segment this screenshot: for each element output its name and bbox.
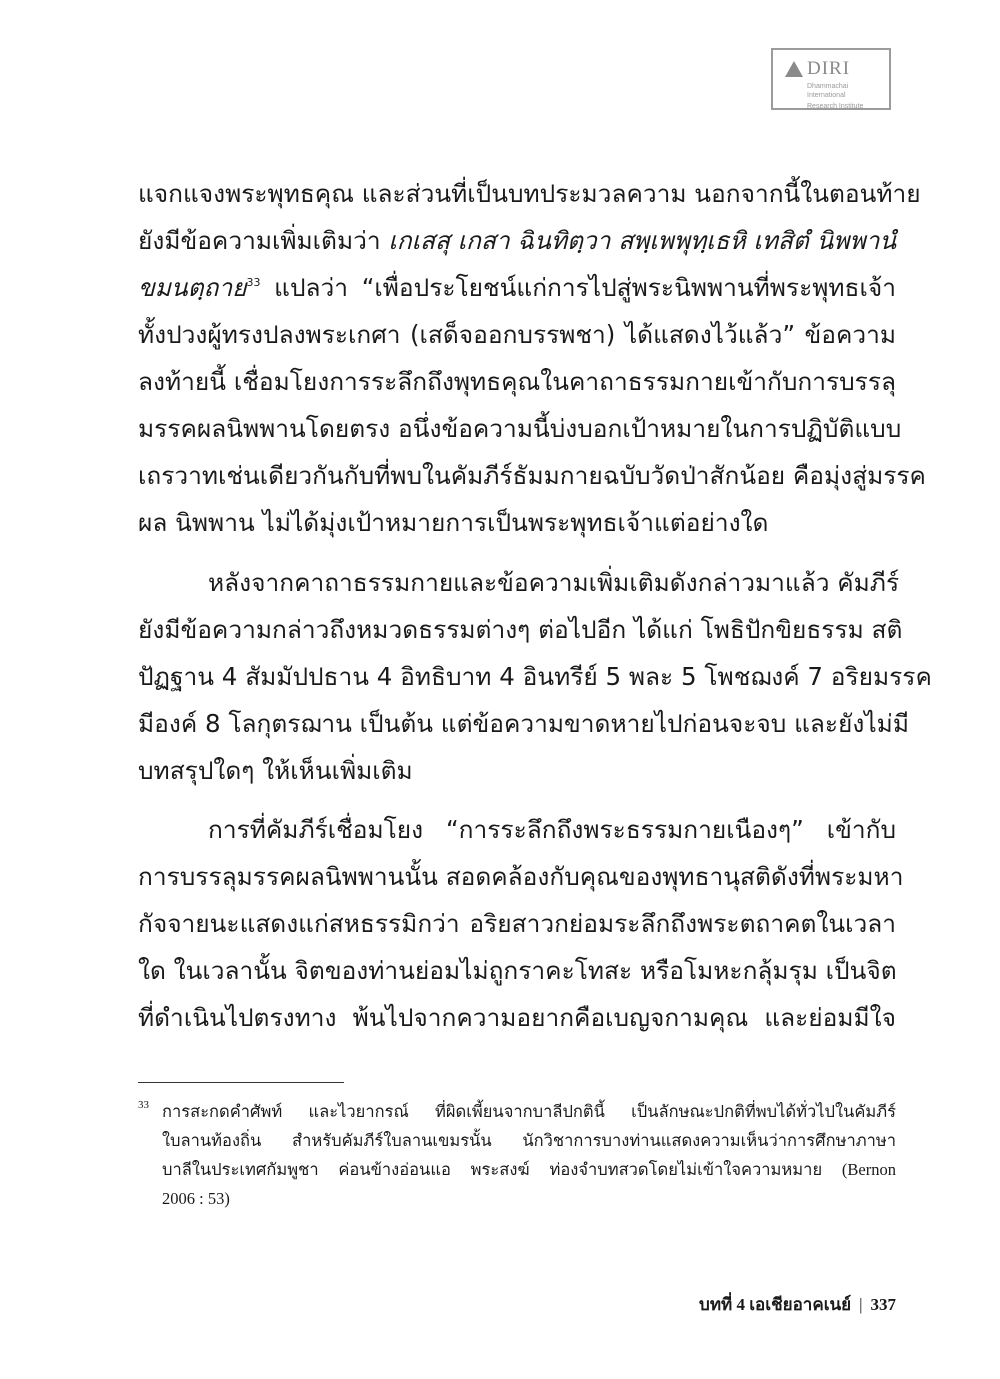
text-line: มีองค์ 8 โลกุตรฌาน เป็นต้น แต่ข้อความขาดหายไปก่อนจะจบ และยังไม่มี bbox=[138, 709, 909, 738]
text-line: การบรรลุมรรคผลนิพพานนั้น สอดคล้องกับคุณของพุทธานุสติดังที่พระมหา bbox=[138, 862, 904, 891]
logo-subtitle-1: Dhammachai International bbox=[807, 83, 849, 99]
text-line: กัจจายนะแสดงแก่สหธรรมิกว่า อริยสาวกย่อมระลึกถึงพระตถาคตในเวลา bbox=[138, 909, 896, 938]
footnote-line: การสะกดคำศัพท์ และไวยากรณ์ ที่ผิดเพี้ยนจากบาลีปกตินี้ เป็นลักษณะปกติที่พบได้ทั่วไปในคัมภีร์ bbox=[162, 1102, 896, 1121]
text-line: ที่ดำเนินไปตรงทาง พ้นไปจากความอยากคือเบญจกามคุณ และย่อมมีใจ bbox=[138, 1003, 896, 1032]
text-line: บทสรุปใดๆ ให้เห็นเพิ่มเติม bbox=[138, 756, 413, 785]
text-line: เถรวาทเช่นเดียวกันกับที่พบในคัมภีร์ธัมมกายฉบับวัดป่าสักน้อย คือมุ่งสู่มรรค bbox=[138, 461, 926, 490]
paragraph-3 bbox=[138, 806, 904, 1041]
text-line: หลังจากคาถาธรรมกายและข้อความเพิ่มเติมดังกล่าวมาแล้ว คัมภีร์ bbox=[208, 568, 900, 597]
text-span: แปลว่า “เพื่อประโยชน์แก่การไปสู่พระนิพพานที่พระพุทธเจ้า bbox=[260, 273, 896, 302]
footnote-line: บาลีในประเทศกัมพูชา ค่อนข้างอ่อนแอ พระสงฆ์ ท่องจำบทสวดโดยไม่เข้าใจความหมาย (Bernon bbox=[162, 1160, 896, 1179]
chapter-title: บทที่ 4 เอเชียอาคเนย์ bbox=[699, 1295, 852, 1314]
triangle-icon bbox=[785, 61, 803, 77]
page-number: 337 bbox=[870, 1295, 896, 1314]
footnote-line: ใบลานท้องถิ่น สำหรับคัมภีร์ใบลานเขมรนั้น นักวิชาการบางท่านแสดงความเห็นว่าการศึกษาภาษา bbox=[162, 1131, 896, 1150]
logo-name: DIRI bbox=[807, 58, 851, 79]
logo-subtitle-2: Research Institute bbox=[807, 103, 864, 110]
footnote bbox=[138, 1097, 896, 1213]
footer-separator: | bbox=[859, 1295, 863, 1314]
pali-text: เกเสสุ เกสา ฉินทิตฺวา สพฺเพพุทฺเธหิ เทสิตํ นิพพานํ bbox=[388, 226, 897, 255]
footnote-divider bbox=[138, 1082, 344, 1083]
logo-mark bbox=[785, 58, 883, 80]
paragraph-1 bbox=[138, 170, 926, 546]
footnote-number: 33 bbox=[138, 1099, 149, 1111]
page-footer bbox=[699, 1291, 896, 1318]
text-line: ทั้งปวงผู้ทรงปลงพระเกศา (เสด็จออกบรรพชา) ได้แสดงไว้แล้ว” ข้อความ bbox=[138, 320, 896, 349]
text-line: ผล นิพพาน ไม่ได้มุ่งเป้าหมายการเป็นพระพุทธเจ้าแต่อย่างใด bbox=[138, 508, 769, 537]
pali-text: ขมนตฺถาย bbox=[138, 273, 247, 302]
text-line: แจกแจงพระพุทธคุณ และส่วนที่เป็นบทประมวลความ นอกจากนี้ในตอนท้าย bbox=[138, 179, 921, 208]
text-line: การที่คัมภีร์เชื่อมโยง “การระลึกถึงพระธรรมกายเนืองๆ” เข้ากับ bbox=[208, 815, 896, 844]
text-line: มรรคผลนิพพานโดยตรง อนึ่งข้อความนี้บ่งบอกเป้าหมายในการปฏิบัติแบบ bbox=[138, 414, 902, 443]
diri-logo bbox=[771, 48, 891, 110]
footnote-ref: 33 bbox=[246, 276, 261, 289]
paragraph-2 bbox=[138, 559, 932, 794]
text-line: ลงท้ายนี้ เชื่อมโยงการระลึกถึงพุทธคุณในคาถาธรรมกายเข้ากับการบรรลุ bbox=[138, 367, 896, 396]
text-line: ใด ในเวลานั้น จิตของท่านย่อมไม่ถูกราคะโทสะ หรือโมหะกลุ้มรุม เป็นจิต bbox=[138, 956, 897, 985]
text-span: ยังมีข้อความเพิ่มเติมว่า bbox=[138, 226, 389, 255]
text-line bbox=[138, 264, 896, 311]
text-line: ปัฏฐาน 4 สัมมัปปธาน 4 อิทธิบาท 4 อินทรีย์ 5 พละ 5 โพชฌงค์ 7 อริยมรรค bbox=[138, 662, 932, 691]
text-line: ยังมีข้อความกล่าวถึงหมวดธรรมต่างๆ ต่อไปอีก ได้แก่ โพธิปักขิยธรรม สติ bbox=[138, 615, 903, 644]
text-line bbox=[138, 217, 896, 264]
footnote-line: 2006 : 53) bbox=[162, 1189, 230, 1208]
